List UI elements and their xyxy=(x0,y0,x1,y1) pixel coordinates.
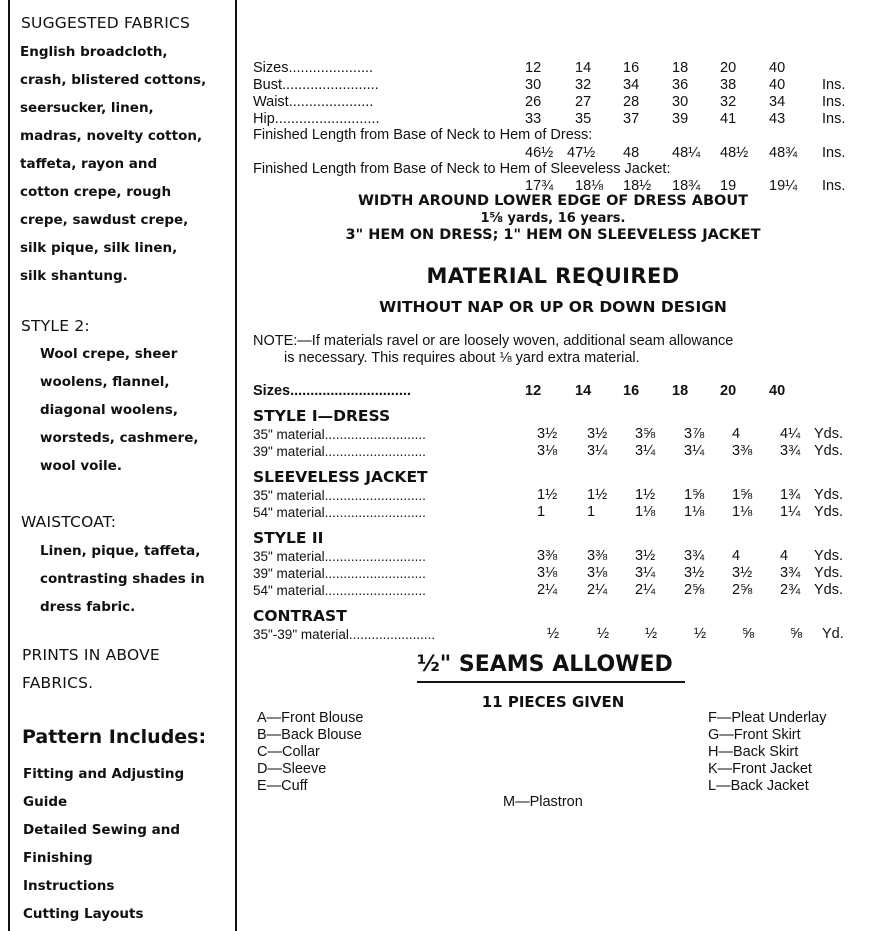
material-value: 1 xyxy=(537,504,546,520)
piece-item: K—Front Jacket xyxy=(708,761,812,777)
material-value: 3⅜ xyxy=(587,548,608,564)
length-jacket-value: 18¾ xyxy=(672,178,701,194)
material-value: 4¼ xyxy=(780,426,801,442)
material-value: 1⅛ xyxy=(732,504,753,520)
piece-item: D—Sleeve xyxy=(257,761,327,777)
piece-item: C—Collar xyxy=(257,744,320,760)
material-value: ½ xyxy=(645,626,658,642)
measure-unit: Ins. xyxy=(822,178,846,194)
suggested-fabrics-line: cotton crepe, rough xyxy=(20,184,172,200)
material-value: 3¼ xyxy=(587,443,608,459)
width-line: WIDTH AROUND LOWER EDGE OF DRESS ABOUT xyxy=(357,193,749,209)
material-value: 3½ xyxy=(732,565,753,581)
measure-value: 28 xyxy=(623,94,640,110)
piece-item: F—Pleat Underlay xyxy=(708,710,827,726)
suggested-fabrics-line: crepe, sawdust crepe, xyxy=(20,212,189,228)
measure-label-sizes: Sizes..................... xyxy=(253,60,374,76)
suggested-fabrics-line: seersucker, linen, xyxy=(20,100,154,116)
pattern-includes-heading: Pattern Includes: xyxy=(22,726,207,748)
material-value: 3½ xyxy=(635,548,656,564)
material-value: 3⅞ xyxy=(684,426,705,442)
material-value: 3¼ xyxy=(684,443,705,459)
material-value: 2¼ xyxy=(537,582,558,598)
style2-line: Wool crepe, sheer xyxy=(40,346,178,362)
material-unit: Yds. xyxy=(814,582,844,598)
material-subtitle: WITHOUT NAP OR UP OR DOWN DESIGN xyxy=(379,298,727,316)
material-value: 1⅛ xyxy=(635,504,656,520)
group-heading-style2: STYLE II xyxy=(253,529,324,547)
material-value: 3⅜ xyxy=(537,548,558,564)
material-value: 2¼ xyxy=(587,582,608,598)
measure-value: 26 xyxy=(525,94,542,110)
material-unit: Yd. xyxy=(822,626,844,642)
material-value: 3¾ xyxy=(684,548,705,564)
material-row-label: 35" material........................... xyxy=(253,488,426,503)
material-note-continued: is necessary. This requires about ⅛ yard extra material. xyxy=(284,350,640,366)
pattern-includes-line: Detailed Sewing and xyxy=(23,822,181,838)
style2-line: wool voile. xyxy=(40,458,122,474)
suggested-fabrics-line: silk shantung. xyxy=(20,268,128,284)
length-jacket-value: 19 xyxy=(720,178,737,194)
waistcoat-line: contrasting shades in xyxy=(40,571,205,587)
material-value: 4 xyxy=(732,426,741,442)
suggested-fabrics-line: madras, novelty cotton, xyxy=(20,128,203,144)
material-row-label: 35" material........................... xyxy=(253,549,426,564)
material-size: 18 xyxy=(672,383,689,399)
suggested-fabrics-line: crash, blistered cottons, xyxy=(20,72,207,88)
width-yards: 1⅝ yards, 16 years. xyxy=(480,211,626,226)
material-value: 3½ xyxy=(684,565,705,581)
length-dress-value: 46½ xyxy=(525,145,554,161)
measure-unit: Ins. xyxy=(822,77,846,93)
piece-item: A—Front Blouse xyxy=(257,710,364,726)
length-jacket-value: 19¼ xyxy=(769,178,798,194)
length-jacket-value: 18⅛ xyxy=(575,178,604,194)
material-unit: Yds. xyxy=(814,565,844,581)
piece-item: L—Back Jacket xyxy=(708,778,809,794)
hem-line: 3" HEM ON DRESS; 1" HEM ON SLEEVELESS JACKET xyxy=(345,227,761,243)
measure-value: 14 xyxy=(575,60,592,76)
measure-value: 38 xyxy=(720,77,737,93)
measure-value: 40 xyxy=(769,77,786,93)
material-value: 3⅛ xyxy=(587,565,608,581)
material-value: 2⅝ xyxy=(684,582,705,598)
material-sizes-label: Sizes.............................. xyxy=(253,383,411,399)
measure-value: 40 xyxy=(769,60,786,76)
piece-item: H—Back Skirt xyxy=(708,744,799,760)
measure-value: 20 xyxy=(720,60,737,76)
measure-value: 30 xyxy=(672,94,689,110)
material-value: 1½ xyxy=(537,487,558,503)
measure-label-waist: Waist..................... xyxy=(253,94,374,110)
material-value: 1½ xyxy=(587,487,608,503)
length-jacket-value: 17¾ xyxy=(525,178,554,194)
measure-value: 32 xyxy=(575,77,592,93)
suggested-fabrics-line: English broadcloth, xyxy=(20,44,168,60)
material-size: 14 xyxy=(575,383,592,399)
material-value: 2¾ xyxy=(780,582,801,598)
group-heading-dress: STYLE I—DRESS xyxy=(253,407,391,425)
style2-line: woolens, flannel, xyxy=(40,374,170,390)
group-heading-jacket: SLEEVELESS JACKET xyxy=(253,468,428,486)
material-row-label: 35"-39" material....................... xyxy=(253,627,436,642)
length-dress-value: 48 xyxy=(623,145,640,161)
measure-value: 39 xyxy=(672,111,689,127)
seams-underline xyxy=(417,681,685,683)
suggested-fabrics-line: silk pique, silk linen, xyxy=(20,240,178,256)
material-value: 1½ xyxy=(635,487,656,503)
material-unit: Yds. xyxy=(814,426,844,442)
material-value: 1 xyxy=(587,504,596,520)
material-value: 3⅛ xyxy=(537,565,558,581)
group-heading-contrast: CONTRAST xyxy=(253,607,347,625)
material-value: 3½ xyxy=(537,426,558,442)
material-unit: Yds. xyxy=(814,548,844,564)
material-value: 1⅛ xyxy=(684,504,705,520)
material-value: 3¼ xyxy=(635,443,656,459)
measure-value: 43 xyxy=(769,111,786,127)
style2-heading: STYLE 2: xyxy=(21,317,90,335)
material-row-label: 39" material........................... xyxy=(253,566,426,581)
material-value: 1⅝ xyxy=(732,487,753,503)
length-dress-value: 48½ xyxy=(720,145,749,161)
length-dress-value: 47½ xyxy=(567,145,596,161)
suggested-fabrics-line: taffeta, rayon and xyxy=(20,156,158,172)
measure-label-bust: Bust........................ xyxy=(253,77,379,93)
material-value: 1⅝ xyxy=(684,487,705,503)
measure-unit: Ins. xyxy=(822,94,846,110)
material-unit: Yds. xyxy=(814,443,844,459)
measure-value: 36 xyxy=(672,77,689,93)
material-value: ½ xyxy=(694,626,707,642)
piece-item: E—Cuff xyxy=(257,778,308,794)
material-unit: Yds. xyxy=(814,504,844,520)
measure-value: 18 xyxy=(672,60,689,76)
seams-title: ½" SEAMS ALLOWED xyxy=(417,652,673,677)
waistcoat-heading: WAISTCOAT: xyxy=(21,513,117,531)
material-size: 16 xyxy=(623,383,640,399)
style2-line: worsteds, cashmere, xyxy=(40,430,199,446)
material-row-label: 54" material........................... xyxy=(253,505,426,520)
material-value: 4 xyxy=(780,548,789,564)
material-value: 3½ xyxy=(587,426,608,442)
measure-unit: Ins. xyxy=(822,145,846,161)
left-border xyxy=(8,0,10,931)
material-value: 1¾ xyxy=(780,487,801,503)
length-dress-value: 48¾ xyxy=(769,145,798,161)
material-value: ½ xyxy=(547,626,560,642)
pieces-count: 11 PIECES GIVEN xyxy=(481,693,625,711)
material-value: 2¼ xyxy=(635,582,656,598)
material-title: MATERIAL REQUIRED xyxy=(426,264,680,288)
material-note: NOTE:—If materials ravel or are loosely woven, additional seam allowance xyxy=(253,333,734,349)
material-size: 40 xyxy=(769,383,786,399)
material-value: 3¼ xyxy=(635,565,656,581)
measure-value: 41 xyxy=(720,111,737,127)
measure-value: 33 xyxy=(525,111,542,127)
material-value: 1¼ xyxy=(780,504,801,520)
measure-value: 37 xyxy=(623,111,640,127)
style2-line: diagonal woolens, xyxy=(40,402,178,418)
measure-value: 30 xyxy=(525,77,542,93)
material-value: 3¾ xyxy=(780,443,801,459)
measure-label-hip: Hip.......................... xyxy=(253,111,380,127)
length-dress-label: Finished Length from Base of Neck to Hem of Dress: xyxy=(253,127,593,143)
material-size: 12 xyxy=(525,383,542,399)
measure-value: 32 xyxy=(720,94,737,110)
waistcoat-line: dress fabric. xyxy=(40,599,136,615)
column-divider xyxy=(235,0,237,931)
length-jacket-label: Finished Length from Base of Neck to Hem of Sleeveless Jacket: xyxy=(253,161,671,177)
material-value: ⅝ xyxy=(742,626,755,642)
waistcoat-line: Linen, pique, taffeta, xyxy=(40,543,201,559)
material-row-label: 39" material........................... xyxy=(253,444,426,459)
measure-value: 27 xyxy=(575,94,592,110)
material-value: 4 xyxy=(732,548,741,564)
piece-item: G—Front Skirt xyxy=(708,727,801,743)
measure-value: 34 xyxy=(623,77,640,93)
length-dress-value: 48¼ xyxy=(672,145,701,161)
pattern-includes-line: Fitting and Adjusting xyxy=(23,766,185,782)
measure-value: 12 xyxy=(525,60,542,76)
measure-value: 16 xyxy=(623,60,640,76)
measure-unit: Ins. xyxy=(822,111,846,127)
length-jacket-value: 18½ xyxy=(623,178,652,194)
material-size: 20 xyxy=(720,383,737,399)
measure-value: 34 xyxy=(769,94,786,110)
material-value: 3⅝ xyxy=(635,426,656,442)
material-value: ⅝ xyxy=(790,626,803,642)
pattern-includes-line: Instructions xyxy=(23,878,115,894)
material-row-label: 54" material........................... xyxy=(253,583,426,598)
material-value: 3⅛ xyxy=(537,443,558,459)
material-value: 3⅜ xyxy=(732,443,753,459)
material-value: 2⅝ xyxy=(732,582,753,598)
measure-value: 35 xyxy=(575,111,592,127)
material-unit: Yds. xyxy=(814,487,844,503)
material-value: ½ xyxy=(597,626,610,642)
piece-item-plastron: M—Plastron xyxy=(503,794,583,810)
prints-line: FABRICS. xyxy=(22,674,94,692)
material-row-label: 35" material........................... xyxy=(253,427,426,442)
material-value: 3¾ xyxy=(780,565,801,581)
pattern-includes-line: Finishing xyxy=(23,850,93,866)
prints-line: PRINTS IN ABOVE xyxy=(22,646,160,664)
suggested-fabrics-heading: SUGGESTED FABRICS xyxy=(21,14,191,32)
pattern-includes-line: Guide xyxy=(23,794,68,810)
piece-item: B—Back Blouse xyxy=(257,727,362,743)
pattern-includes-line: Cutting Layouts xyxy=(23,906,144,922)
